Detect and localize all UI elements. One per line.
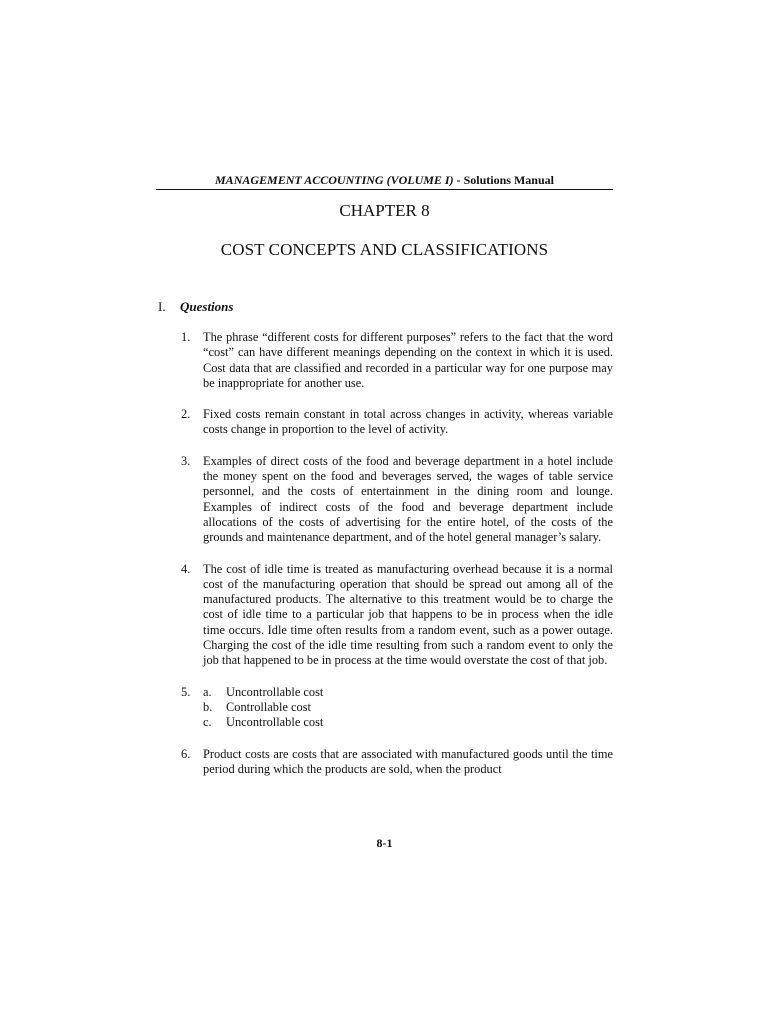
section-numeral: I. [158,299,166,314]
running-header-subtitle: Solutions Manual [463,173,554,187]
running-header-separator: - [453,173,464,187]
sublist-label: a. [203,684,212,699]
question-number: 1. [181,330,191,344]
question-text: Fixed costs remain constant in total across changes in activity, whereas variable costs change in proportion to the level of activity. [203,407,613,437]
question-number: 3. [181,453,191,468]
question-item [181,407,613,438]
sublist-item [203,700,613,715]
chapter-number: CHAPTER 8 [339,201,430,220]
question-text: The phrase “different costs for different purposes” refers to the fact that the word “cost” can have different meanings depending on the context in which it is used. Cost data that are classified and recorded in a particular way for one purpose may be inappropriate for another use. [203,330,613,390]
question-number: 4. [181,561,191,576]
sublist-label: b. [203,699,213,714]
section-heading [158,298,233,315]
sublist-text: Controllable cost [226,699,311,714]
running-header-title: MANAGEMENT ACCOUNTING (VOLUME I) [215,173,454,187]
question-text: Examples of direct costs of the food and beverage department in a hotel include the money spent on the food and beverages served, the wages of table service personnel, and the costs of entertainment in the dining room and lounge. Examples of indirect costs of the food and beverage department include allocations of the costs of advertising for the entire hotel, of the costs of the grounds and maintenance department, and of the hotel general manager’s salary. [203,453,613,545]
question-item [181,685,613,731]
question-number: 2. [181,407,191,422]
question-item [181,747,613,778]
sublist-text: Uncontrollable cost [226,684,324,699]
question-item [181,562,613,669]
questions-list [181,330,613,793]
question-item [181,330,613,391]
running-header [156,172,613,190]
sublist-item [203,715,613,730]
question-number: 6. [181,746,191,761]
question-item [181,454,613,546]
sublist-label: c. [203,715,212,730]
question-sublist-container [203,685,613,731]
chapter-title: COST CONCEPTS AND CLASSIFICATIONS [220,240,549,259]
sublist-item [203,685,613,700]
question-number: 5. [181,684,191,699]
question-text: The cost of idle time is treated as manufacturing overhead because it is a normal cost of the manufacturing operation that should be spread out among all of the manufactured products. The alternative to this treatment would be to charge the cost of idle time to a particular job that happens to be in process when the idle time occurs. Idle time often results from a random event, such as a power outage. Charging the cost of the idle time resulting from such a random event to only the job that happened to be in process at the time would overstate the cost of that job. [203,561,613,668]
section-title: Questions [180,299,234,314]
sublist-text: Uncontrollable cost [226,715,324,730]
page-number: 8-1 [376,836,393,850]
answer-sublist [203,685,613,731]
question-text: Product costs are costs that are associated with manufactured goods until the time period during which the products are sold, when the product [203,746,613,776]
